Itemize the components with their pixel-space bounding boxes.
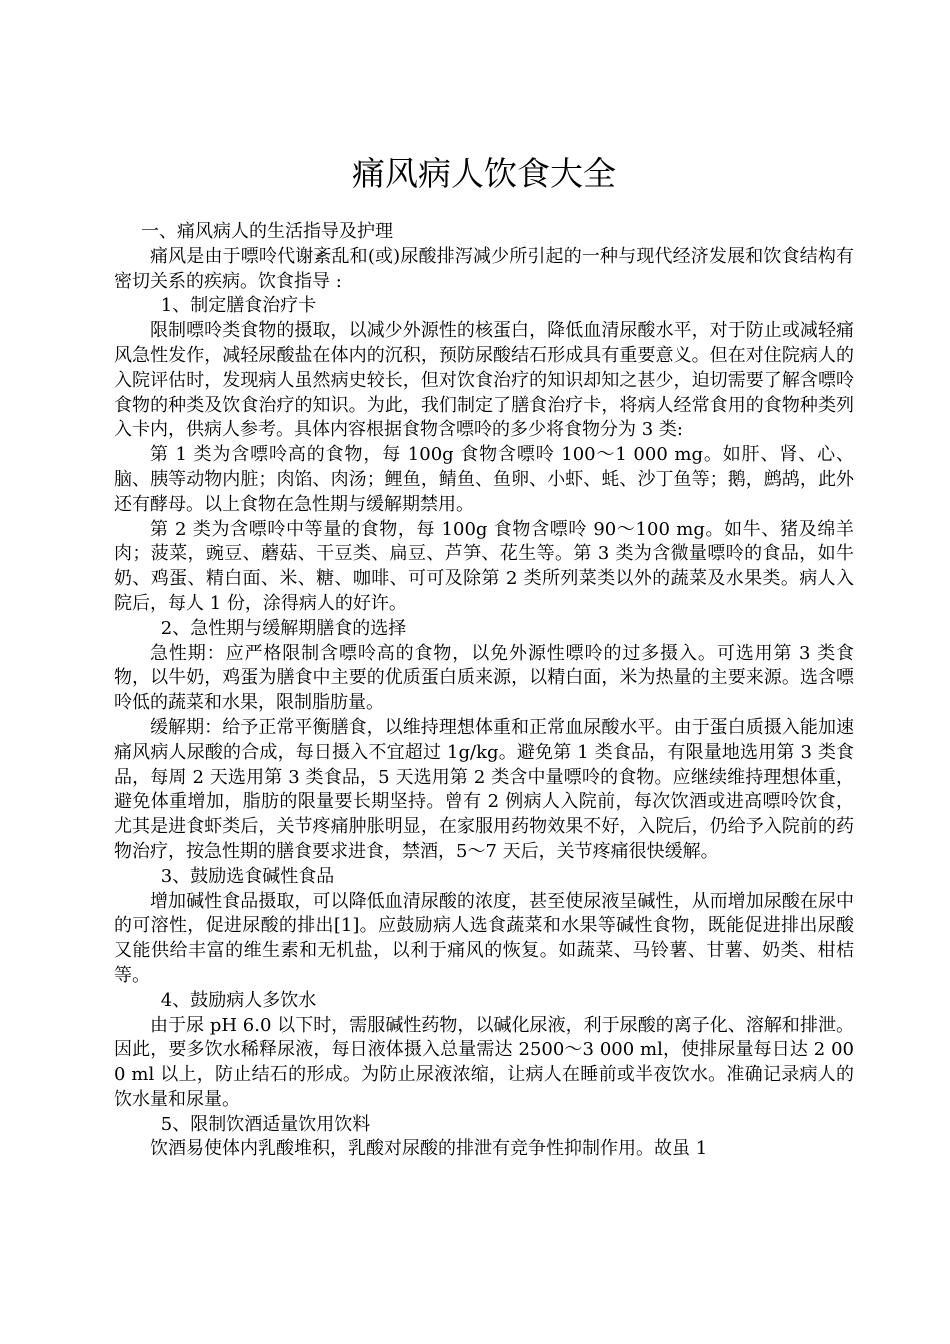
subheading-4: 4、鼓励病人多饮水: [160, 989, 317, 1011]
intro-paragraph: 痛风是由于嘌呤代谢紊乱和(或)尿酸排泻减少所引起的一种与现代经济发展和饮食结构有密切关系的疾病。饮食指导 :: [114, 245, 854, 292]
paragraph-5: 饮酒易使体内乳酸堆积，乳酸对尿酸的排泄有竞争性抑制作用。故虽 1: [150, 1138, 708, 1160]
paragraph-1a: 限制嘌呤类食物的摄取，以减少外源性的核蛋白，降低血清尿酸水平，对于防止或减轻痛风急性发作，减轻尿酸盐在体内的沉积，预防尿酸结石形成具有重要意义。但在对住院病人的入院评估时，发现病人虽然病史较长，但对饮食治疗的知识却知之甚少，迫切需要了解含嘌呤食物的种类及饮食治疗的知识。为此，我们制定了膳食治疗卡，将病人经常食用的食物种类列入卡内，供病人参考。具体内容根据食物含嘌呤的多少将食物分为 3 类:: [114, 320, 854, 441]
subheading-2: 2、急性期与缓解期膳食的选择: [160, 617, 407, 639]
paragraph-1b: 第 1 类为含嘌呤高的食物，每 100g 食物含嘌呤 100～1 000 mg。如肝、肾、心、脑、胰等动物内脏；肉馅、肉汤；鲤鱼，鲭鱼、鱼卵、小虾、蚝、沙丁鱼等；鹅，鹧鸪，此外还有酵母。以上食物在急性期与缓解期禁用。: [114, 444, 854, 515]
paragraph-1c: 第 2 类为含嘌呤中等量的食物，每 100g 食物含嘌呤 90～100 mg。如牛、猪及绵羊肉；菠菜，豌豆、蘑菇、干豆类、扁豆、芦笋、花生等。第 3 类为含微量嘌呤的食品，如牛奶、鸡蛋、精白面、米、糖、咖啡、可可及除第 2 类所列菜类以外的蔬菜及水果类。病人入院后，每人 1 份，涂得病人的好许。: [114, 518, 854, 614]
subheading-5: 5、限制饮酒适量饮用饮料: [160, 1113, 371, 1135]
paragraph-2a: 急性期：应严格限制含嘌呤高的食物，以免外源性嘌呤的过多摄入。可选用第 3 类食物，以牛奶，鸡蛋为膳食中主要的优质蛋白质来源，以精白面，米为热量的主要来源。选含嘌呤低的蔬菜和水果，限制脂肪量。: [114, 642, 854, 714]
section-heading: 一、痛风病人的生活指导及护理: [141, 221, 393, 242]
paragraph-3: 增加碱性食品摄取，可以降低血清尿酸的浓度，甚至使尿液呈碱性，从而增加尿酸在尿中的可溶性，促进尿酸的排出[1]。应鼓励病人选食蔬菜和水果等碱性食物，既能促进排出尿酸又能供给丰富的维生素和无机盐，以利于痛风的恢复。如蔬菜、马铃薯、甘薯、奶类、柑桔等。: [114, 890, 854, 986]
paragraph-4: 由于尿 pH 6.0 以下时，需服碱性药物，以碱化尿液，利于尿酸的离子化、溶解和排泄。因此，要多饮水稀释尿液，每日液体摄入总量需达 2500～3 000 ml，使排尿量每日达 2 000 ml 以上，防止结石的形成。为防止尿液浓缩，让病人在睡前或半夜饮水。准确记录病人的饮水量和尿量。: [114, 1014, 854, 1110]
document-page: [114, 150, 854, 1162]
subheading-3: 3、鼓励选食碱性食品: [160, 865, 335, 887]
paragraph-2b: 缓解期：给予正常平衡膳食，以维持理想体重和正常血尿酸水平。由于蛋白质摄入能加速痛风病人尿酸的合成，每日摄入不宜超过 1g/kg。避免第 1 类食品，有限量地选用第 3 类食品，每周 2 天选用第 3 类食品，5 天选用第 2 类含中量嘌呤的食物。应继续维持理想体重，避免体重增加，脂肪的限量要长期坚持。曾有 2 例病人入院前，每次饮酒或进高嘌呤饮食，尤其是进食虾类后，关节疼痛肿胀明显，在家服用药物效果不好，入院后，仍给予入院前的药物治疗，按急性期的膳食要求进食，禁酒，5～7 天后，关节疼痛很快缓解。: [114, 716, 854, 862]
document-title: 痛风病人饮食大全: [352, 154, 616, 193]
subheading-1: 1、制定膳食治疗卡: [160, 295, 317, 317]
